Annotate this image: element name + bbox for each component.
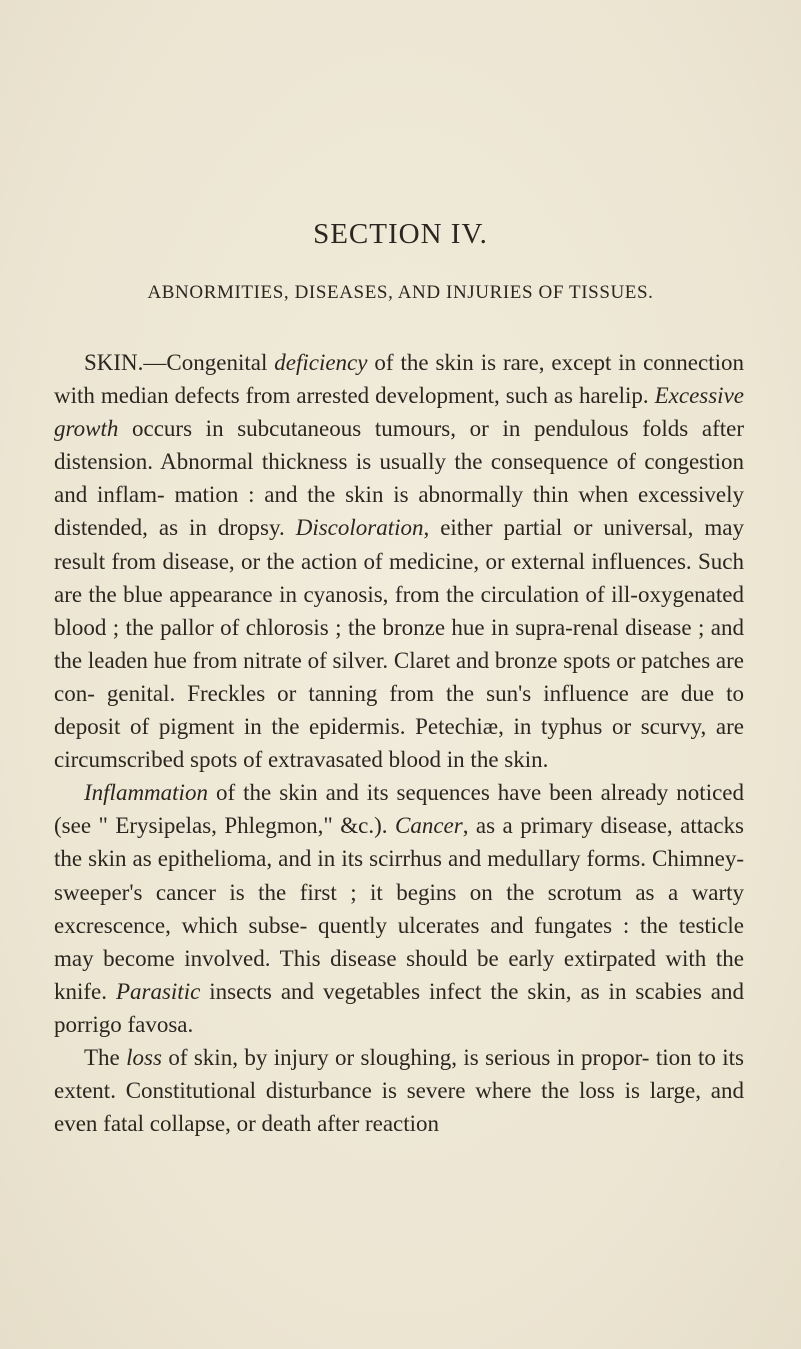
paragraph-skin: [54, 346, 744, 776]
text-run: of skin, by injury or sloughing, is serious in propor- tion to its extent. Constitutional disturbance is severe where the loss is large, and even fatal collapse, or death after reaction: [54, 1044, 744, 1137]
paragraph-loss: [54, 1041, 744, 1140]
text-run: occurs in subcutaneous tumours, or in pendulous folds after distension. Abnormal thickness is usually the consequence of congestion and inflam- mation : and the skin is abnormally thin when excessively distended, as in dropsy.: [54, 416, 744, 541]
text-run-italic: Inflammation: [84, 780, 208, 806]
text-run: of the skin is rare, except in connection with median defects from arrested development, such as harelip.: [54, 350, 744, 409]
paragraph-inflammation: [54, 776, 744, 1041]
paragraph-lead: SKIN.: [84, 350, 144, 375]
text-run: , either partial or universal, may result from disease, or the action of medicine, or external influences. Such are the blue appearance in cyanosis, from the circulation of ill-oxygenated blood ; the pallor of chlorosis ; the bronze hue in supra-renal disease ; and the leaden hue from nitrate of silver. Claret and bronze spots or patches are con- genital. Freckles or tanning from the sun's influence are due to deposit of pigment in the epidermis. Petechiæ, in typhus or scurvy, are circumscribed spots of extravasated blood in the skin.: [54, 515, 744, 773]
text-run-italic: deficiency: [274, 350, 368, 375]
section-heading: SECTION IV.: [313, 218, 488, 250]
text-run-italic: Parasitic: [115, 978, 201, 1004]
text-run: The: [84, 1044, 127, 1070]
body-text: [54, 346, 744, 1140]
text-run: of the skin and its sequences have been already noticed (see " Erysipelas, Phlegmon," &c.).: [54, 780, 744, 839]
section-subtitle: ABNORMITIES, DISEASES, AND INJURIES OF TISSUES.: [147, 282, 654, 303]
text-run: insects and vegetables infect the skin, as in scabies and porrigo favosa.: [54, 978, 744, 1037]
text-run-italic: Discoloration: [295, 515, 424, 541]
text-run: , as a primary disease, attacks the skin as epithelioma, and in its scirrhus and medullary forms. Chimney-sweeper's cancer is the first ; it begins on the scrotum as a warty excrescence, which subse- quently ulcerates and fungates : the testicle may become involved. This disease should be early extirpated with the knife.: [54, 813, 745, 1004]
text-run-italic: loss: [126, 1044, 162, 1070]
text-run: —Congenital: [143, 350, 275, 375]
text-run-italic: Excessive growth: [54, 383, 744, 442]
text-run-italic: Cancer: [395, 813, 463, 839]
